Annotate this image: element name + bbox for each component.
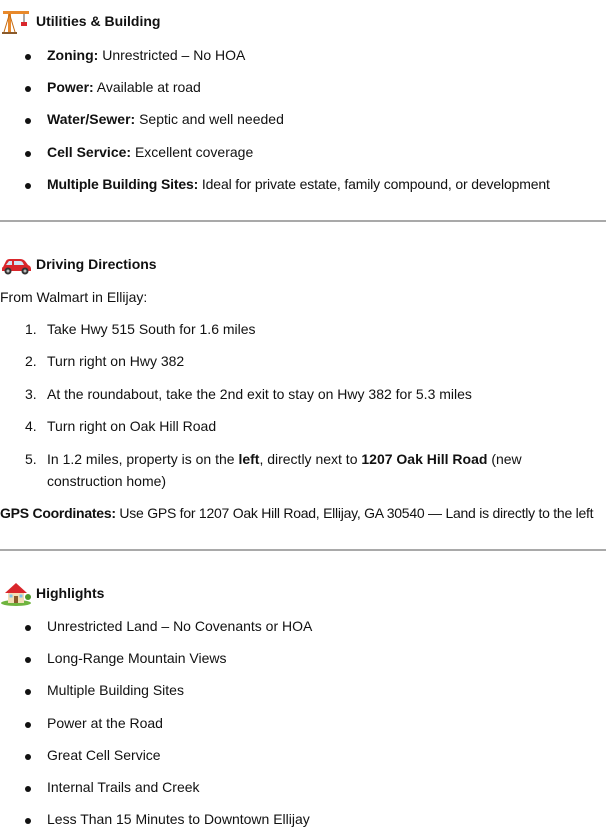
gps-value: Use GPS for 1207 Oak Hill Road, Ellijay, GA 30540 — Land is directly to the left — [115, 505, 594, 521]
bullet — [25, 625, 31, 631]
step-bold-address: 1207 Oak Hill Road — [361, 451, 488, 467]
highlight-text: Great Cell Service — [47, 747, 161, 763]
car-icon — [0, 251, 32, 277]
item-label: Cell Service: — [47, 144, 132, 160]
step-number: 2. — [25, 353, 37, 369]
bullet — [25, 118, 31, 124]
step-text: construction home) — [47, 473, 167, 489]
highlights-title: Highlights — [36, 585, 105, 601]
item-value: Ideal for private estate, family compound, or development — [198, 176, 550, 192]
directions-title: Driving Directions — [36, 256, 157, 272]
divider — [0, 549, 606, 551]
step-text: Take Hwy 515 South for 1.6 miles — [47, 321, 256, 337]
item-value: Unrestricted – No HOA — [98, 47, 246, 63]
item-label: Zoning: — [47, 47, 99, 63]
step-number: 4. — [25, 418, 37, 434]
crane-icon — [0, 8, 32, 34]
directions-intro — [0, 289, 147, 305]
step-number: 1. — [25, 321, 37, 337]
directions-heading — [0, 251, 157, 277]
bullet — [25, 689, 31, 695]
step-text: At the roundabout, take the 2nd exit to stay on Hwy 382 for 5.3 miles — [47, 386, 472, 402]
utilities-heading — [0, 8, 160, 34]
item-label: Power: — [47, 79, 94, 95]
bullet — [25, 86, 31, 92]
highlight-text: Unrestricted Land – No Covenants or HOA — [47, 618, 313, 634]
highlights-heading — [0, 580, 104, 606]
house-icon — [0, 580, 32, 606]
bullet — [25, 151, 31, 157]
bullet — [25, 818, 31, 824]
bullet — [25, 657, 31, 663]
intro-text: From Walmart in Ellijay: — [0, 289, 148, 305]
step-text: Turn right on Hwy 382 — [47, 353, 185, 369]
item-value: Available at road — [93, 79, 201, 95]
item-label: Multiple Building Sites: — [47, 176, 199, 192]
bullet — [25, 786, 31, 792]
step-text: Turn right on Oak Hill Road — [47, 418, 217, 434]
divider — [0, 220, 606, 222]
highlight-text: Internal Trails and Creek — [47, 779, 200, 795]
bullet — [25, 183, 31, 189]
bullet — [25, 754, 31, 760]
step-text: , directly next to — [259, 451, 362, 467]
highlight-text: Power at the Road — [47, 715, 163, 731]
item-value: Excellent coverage — [131, 144, 254, 160]
bullet — [25, 722, 31, 728]
step-text: In 1.2 miles, property is on the — [47, 451, 239, 467]
item-value: Septic and well needed — [135, 111, 284, 127]
highlight-text: Multiple Building Sites — [47, 682, 184, 698]
step-number: 3. — [25, 386, 37, 402]
item-label: Water/Sewer: — [47, 111, 136, 127]
highlight-text: Long-Range Mountain Views — [47, 650, 227, 666]
utilities-title: Utilities & Building — [36, 13, 161, 29]
highlight-text: Less Than 15 Minutes to Downtown Ellijay — [47, 811, 310, 827]
step-text: (new — [487, 451, 522, 467]
gps-coordinates — [0, 505, 593, 521]
step-bold-left: left — [238, 451, 260, 467]
step-number: 5. — [25, 451, 37, 467]
bullet — [25, 54, 31, 60]
gps-label: GPS Coordinates: — [0, 505, 116, 521]
